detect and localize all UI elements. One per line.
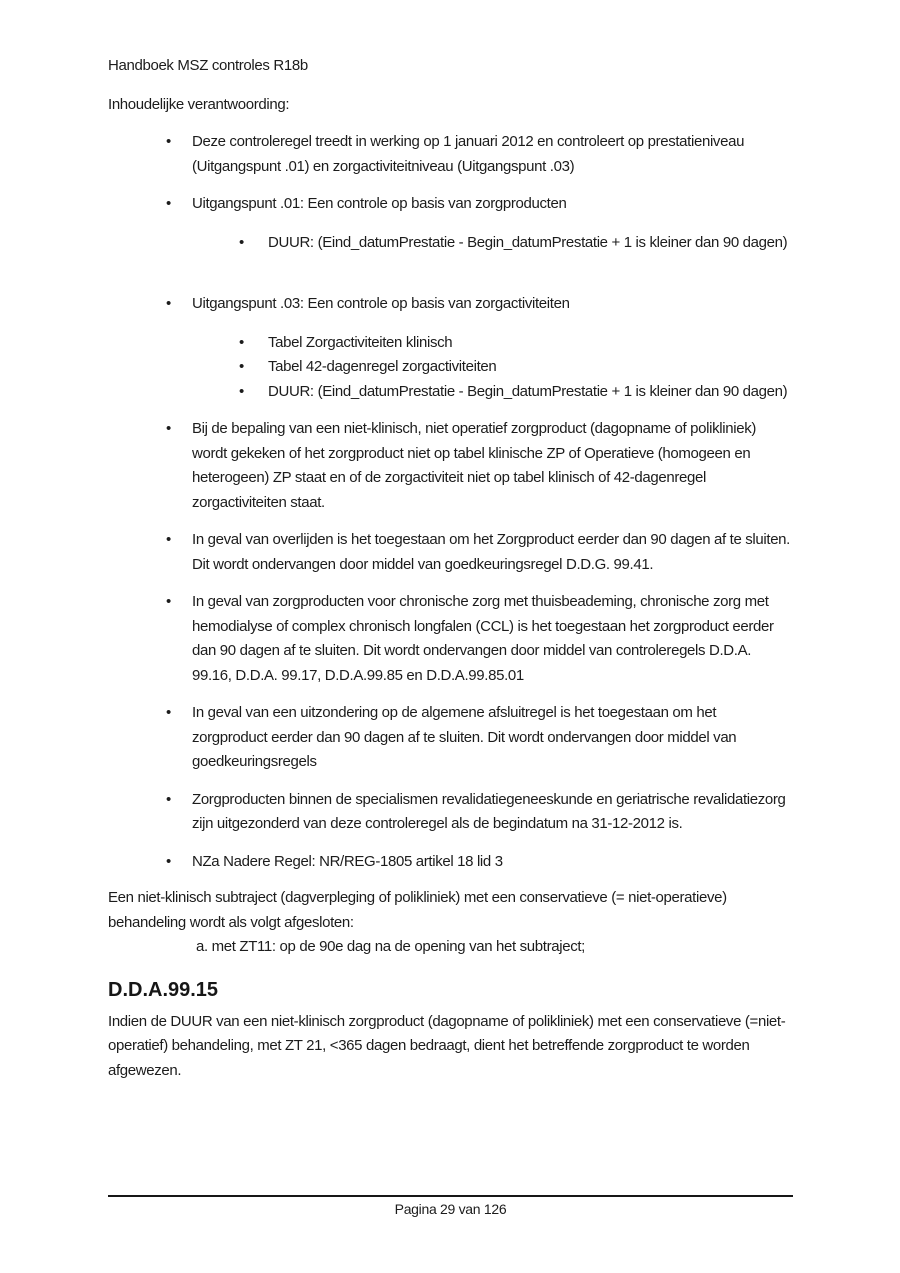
- list-item: [108, 130, 793, 179]
- bullet-icon: •: [239, 358, 245, 375]
- bullet-icon: •: [166, 790, 172, 808]
- bullet-icon: •: [166, 420, 172, 437]
- list-item: [108, 788, 793, 837]
- list-item-text: In geval van een uitzondering op de algemene afsluitregel is het toegestaan om het zorgproduct eerder dan 90 dagen af te sluiten. Dit wordt ondervangen door middel van goedkeuringsregels: [192, 704, 737, 770]
- list-item: [108, 590, 793, 688]
- list-item-text: In geval van zorgproducten voor chronische zorg met thuisbeademing, chronische zorg met hemodialyse of complex chronisch longfalen (CCL) is het toegestaan het zorgproduct eerder dan 90 dagen af te sluiten. Dit wordt ondervangen door middel van controleregels D.D.A. 99.16, D.D.A. 99.17, D.D.A.99.85 en D.D.A.99.85.01: [192, 593, 774, 684]
- intro-text: Inhoudelijke verantwoording:: [108, 95, 290, 113]
- list-item-text: Zorgproducten binnen de specialismen revalidatiegeneeskunde en geriatrische revalidatiezorg zijn uitgezonderd van deze controleregel als de begindatum na 31-12-2012 is.: [192, 790, 786, 832]
- bullet-list: [108, 130, 793, 874]
- list-item-text: Bij de bepaling van een niet-klinisch, niet operatief zorgproduct (dagopname of polikliniek) wordt gekeken of het zorgproduct niet op tabel klinische ZP of Operatieve (homogeen en heterogeen) ZP staat en of de zorgactiviteit niet op tabel klinisch of 42-dagenregel zorgactiviteiten staat.: [192, 420, 756, 511]
- footer-divider: [108, 1195, 793, 1197]
- list-item: [108, 292, 793, 317]
- closing-paragraph: Een niet-klinisch subtraject (dagverpleging of polikliniek) met een conservatieve (= niet-operatieve) behandeling wordt als volgt afgesloten:: [108, 889, 727, 931]
- document-header: Handboek MSZ controles R18b: [108, 57, 308, 74]
- bullet-icon: •: [166, 531, 172, 548]
- list-item: [108, 850, 793, 875]
- bullet-icon: •: [166, 295, 172, 312]
- page-number: Pagina 29 van 126: [394, 1201, 507, 1217]
- list-item-text: Uitgangspunt .03: Een controle op basis van zorgactiviteiten: [192, 295, 570, 312]
- closing-subitem: a. met ZT11: op de 90e dag na de opening van het subtraject;: [196, 938, 586, 955]
- list-subitem-text: Tabel 42-dagenregel zorgactiviteiten: [268, 358, 497, 375]
- bullet-icon: •: [239, 382, 245, 400]
- list-item: [108, 417, 793, 515]
- list-item-text: In geval van overlijden is het toegestaan om het Zorgproduct eerder dan 90 dagen af te sluiten. Dit wordt ondervangen door middel van goedkeuringsregel D.D.G. 99.41.: [192, 531, 790, 573]
- section-heading: D.D.A.99.15: [108, 978, 219, 1001]
- bullet-icon: •: [166, 133, 172, 150]
- list-item-text: Uitgangspunt .01: Een controle op basis van zorgproducten: [192, 195, 567, 212]
- bullet-icon: •: [166, 852, 172, 870]
- section-paragraph: Indien de DUUR van een niet-klinisch zorgproduct (dagopname of polikliniek) met een conservatieve (=niet-operatief) behandeling, met ZT 21, <365 dagen bedraagt, dient het betreffende zorgproduct te worden afgewezen.: [108, 1012, 786, 1079]
- bullet-icon: •: [166, 593, 172, 610]
- bullet-icon: •: [239, 333, 245, 351]
- list-item: [108, 528, 793, 577]
- list-subitem: [108, 331, 793, 356]
- list-item: [108, 192, 793, 217]
- list-item-text: NZa Nadere Regel: NR/REG-1805 artikel 18 lid 3: [192, 852, 503, 870]
- list-item-text: Deze controleregel treedt in werking op 1 januari 2012 en controleert op prestatieniveau (Uitgangspunt .01) en zorgactiviteitniveau (Uitgangspunt .03): [192, 133, 745, 175]
- list-subitem: [108, 380, 793, 405]
- page-footer: [108, 1195, 793, 1218]
- bullet-icon: •: [166, 704, 172, 721]
- list-subitem: [108, 355, 793, 380]
- list-subitem-text: DUUR: (Eind_datumPrestatie - Begin_datumPrestatie + 1 is kleiner dan 90 dagen): [268, 233, 788, 251]
- list-item: [108, 701, 793, 775]
- bullet-icon: •: [166, 195, 172, 212]
- bullet-icon: •: [239, 233, 245, 251]
- list-subitem: [108, 231, 793, 256]
- list-subitem-text: DUUR: (Eind_datumPrestatie - Begin_datumPrestatie + 1 is kleiner dan 90 dagen): [268, 382, 788, 400]
- list-subitem-text: Tabel Zorgactiviteiten klinisch: [268, 333, 453, 351]
